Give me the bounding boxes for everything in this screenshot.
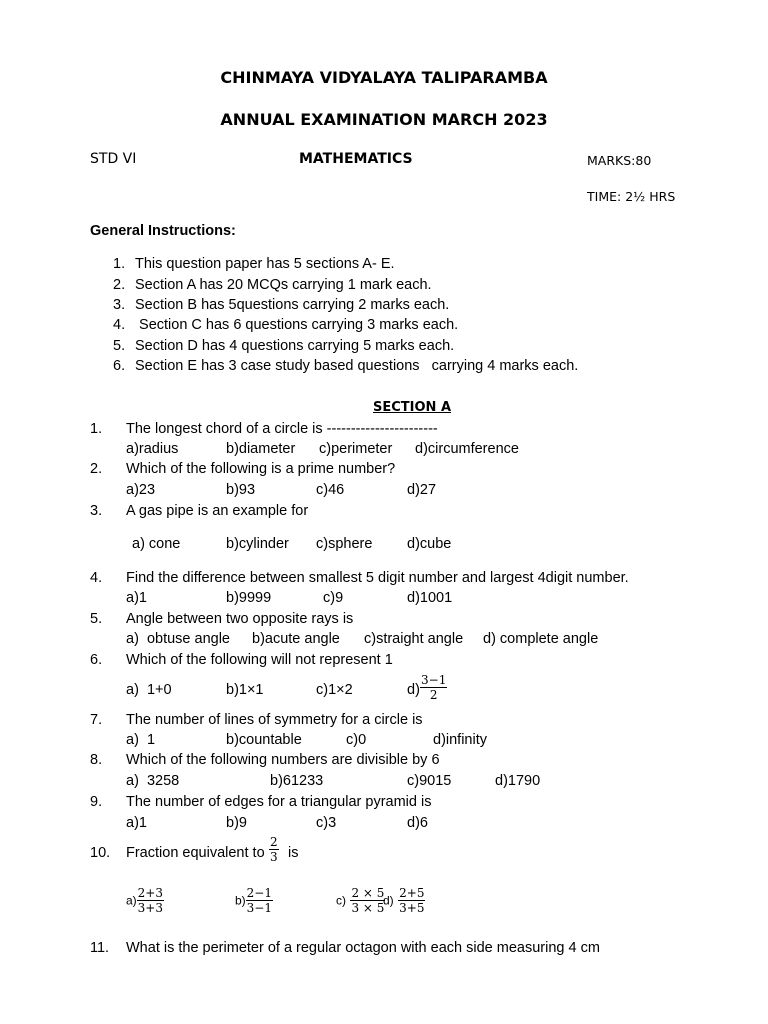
option-d: d)1001: [407, 590, 453, 606]
option-c: c)9: [323, 590, 344, 606]
item-number: 2.: [113, 277, 126, 293]
option-b: b)1×1: [226, 682, 264, 698]
fraction-denominator: 3−1: [246, 901, 272, 915]
option-d: d)6: [407, 815, 428, 831]
option-b: b)diameter: [226, 441, 296, 457]
instructions-heading: General Instructions:: [90, 223, 236, 239]
std-label: STD VI: [90, 151, 137, 167]
question-text: The number of edges for a triangular pyramid is: [126, 794, 432, 810]
option-d: [383, 886, 425, 915]
option-b: b)countable: [226, 732, 302, 748]
list-item: [113, 256, 125, 272]
option-d-label: d): [407, 682, 420, 698]
list-item-text: Section C has 6 questions carrying 3 marks each.: [135, 317, 459, 333]
question-number: 11.: [90, 940, 110, 956]
question-text: The number of lines of symmetry for a circle is: [126, 712, 423, 728]
question-number: 1.: [90, 421, 103, 437]
option-d: [407, 682, 420, 698]
fraction-denominator: 3+5: [399, 901, 425, 915]
fraction-numerator: 2 × 5: [351, 886, 385, 900]
question-text: Find the difference between smallest 5 digit number and largest 4digit number.: [126, 570, 629, 586]
option-b: b)9999: [226, 590, 272, 606]
option-d: d)circumference: [415, 441, 519, 457]
option-c: c)9015: [407, 773, 452, 789]
subject-label: MATHEMATICS: [299, 151, 413, 167]
list-item-text: This question paper has 5 sections A- E.: [135, 256, 395, 272]
list-item-text: Section A has 20 MCQs carrying 1 mark each.: [135, 277, 432, 293]
option-a: a) 1+0: [126, 682, 172, 698]
option-c: c)0: [346, 732, 367, 748]
question-number: 3.: [90, 503, 103, 519]
option-a: a)1: [126, 590, 147, 606]
option-d: d) complete angle: [483, 631, 599, 647]
option-label: a): [126, 893, 137, 908]
exam-title: ANNUAL EXAMINATION MARCH 2023: [220, 110, 548, 129]
fraction-option-d: [420, 673, 447, 702]
list-item: [113, 297, 125, 313]
option-b: b)acute angle: [252, 631, 340, 647]
fraction-denominator: 3 × 5: [351, 901, 385, 915]
item-number: 6.: [113, 358, 126, 374]
marks-label: MARKS:80: [587, 153, 652, 168]
option-d: d)cube: [407, 536, 452, 552]
fraction-numerator: 2−1: [246, 886, 272, 900]
option-a: a)radius: [126, 441, 179, 457]
option-a: a)1: [126, 815, 147, 831]
list-item: [113, 277, 125, 293]
question-text: The longest chord of a circle is -----------------------: [126, 421, 438, 437]
question-text: Which of the following will not represent 1: [126, 652, 393, 668]
question-number: 4.: [90, 570, 103, 586]
list-item: [113, 338, 125, 354]
question-number: 5.: [90, 611, 103, 627]
fraction-numerator: 2: [270, 835, 278, 849]
option-a: a) cone: [132, 536, 181, 552]
question-number: 6.: [90, 652, 103, 668]
option-b: b)93: [226, 482, 256, 498]
list-item-text: Section D has 4 questions carrying 5 marks each.: [135, 338, 455, 354]
option-a: a) obtuse angle: [126, 631, 230, 647]
option-c: [336, 886, 385, 915]
option-a: a) 3258: [126, 773, 180, 789]
option-label: c): [336, 893, 346, 908]
fraction-denominator: 2: [429, 688, 438, 702]
option-d: d)infinity: [433, 732, 487, 748]
question-text: Angle between two opposite rays is: [126, 611, 354, 627]
list-item: [113, 317, 125, 333]
option-c: c)straight angle: [364, 631, 464, 647]
question-text: What is the perimeter of a regular octagon with each side measuring 4 cm: [126, 940, 600, 956]
question-text: A gas pipe is an example for: [126, 503, 309, 519]
option-c: c)sphere: [316, 536, 373, 552]
fraction-denominator: 3: [270, 850, 278, 864]
question-number: 10.: [90, 845, 111, 861]
option-label: b): [235, 893, 246, 908]
fraction-numerator: 2+3: [137, 886, 163, 900]
list-item-text: Section E has 3 case study based questions carrying 4 marks each.: [135, 358, 579, 374]
option-b: [235, 886, 273, 915]
option-a: a) 1: [126, 732, 156, 748]
section-a-heading: SECTION A: [373, 400, 452, 415]
question-number: 9.: [90, 794, 103, 810]
school-name: CHINMAYA VIDYALAYA TALIPARAMBA: [220, 68, 548, 87]
question-number: 8.: [90, 752, 103, 768]
option-b: b)9: [226, 815, 247, 831]
option-c: c)perimeter: [319, 441, 393, 457]
option-a: a)23: [126, 482, 156, 498]
option-d: d)1790: [495, 773, 541, 789]
option-c: c)1×2: [316, 682, 353, 698]
question-number: 7.: [90, 712, 103, 728]
fraction-denominator: 3+3: [137, 901, 163, 915]
question-text-after: is: [288, 845, 299, 861]
question-number: 2.: [90, 461, 103, 477]
list-item: [113, 358, 125, 374]
fraction-question: [269, 835, 279, 864]
option-c: c)46: [316, 482, 345, 498]
fraction-numerator: 3−1: [421, 673, 447, 687]
item-number: 4.: [113, 317, 126, 333]
option-label: d): [383, 893, 394, 908]
option-c: c)3: [316, 815, 337, 831]
question-text: Which of the following is a prime number?: [126, 461, 396, 477]
list-item-text: Section B has 5questions carrying 2 marks each.: [135, 297, 450, 313]
fraction-numerator: 2+5: [399, 886, 425, 900]
question-text: Fraction equivalent to: [126, 845, 265, 861]
option-d: d)27: [407, 482, 437, 498]
item-number: 5.: [113, 338, 126, 354]
time-label: TIME: 2½ HRS: [587, 189, 676, 204]
option-b: b)cylinder: [226, 536, 289, 552]
item-number: 3.: [113, 297, 126, 313]
question-text: Which of the following numbers are divisible by 6: [126, 752, 440, 768]
option-a: [126, 886, 164, 915]
item-number: 1.: [113, 256, 126, 272]
option-b: b)61233: [270, 773, 324, 789]
